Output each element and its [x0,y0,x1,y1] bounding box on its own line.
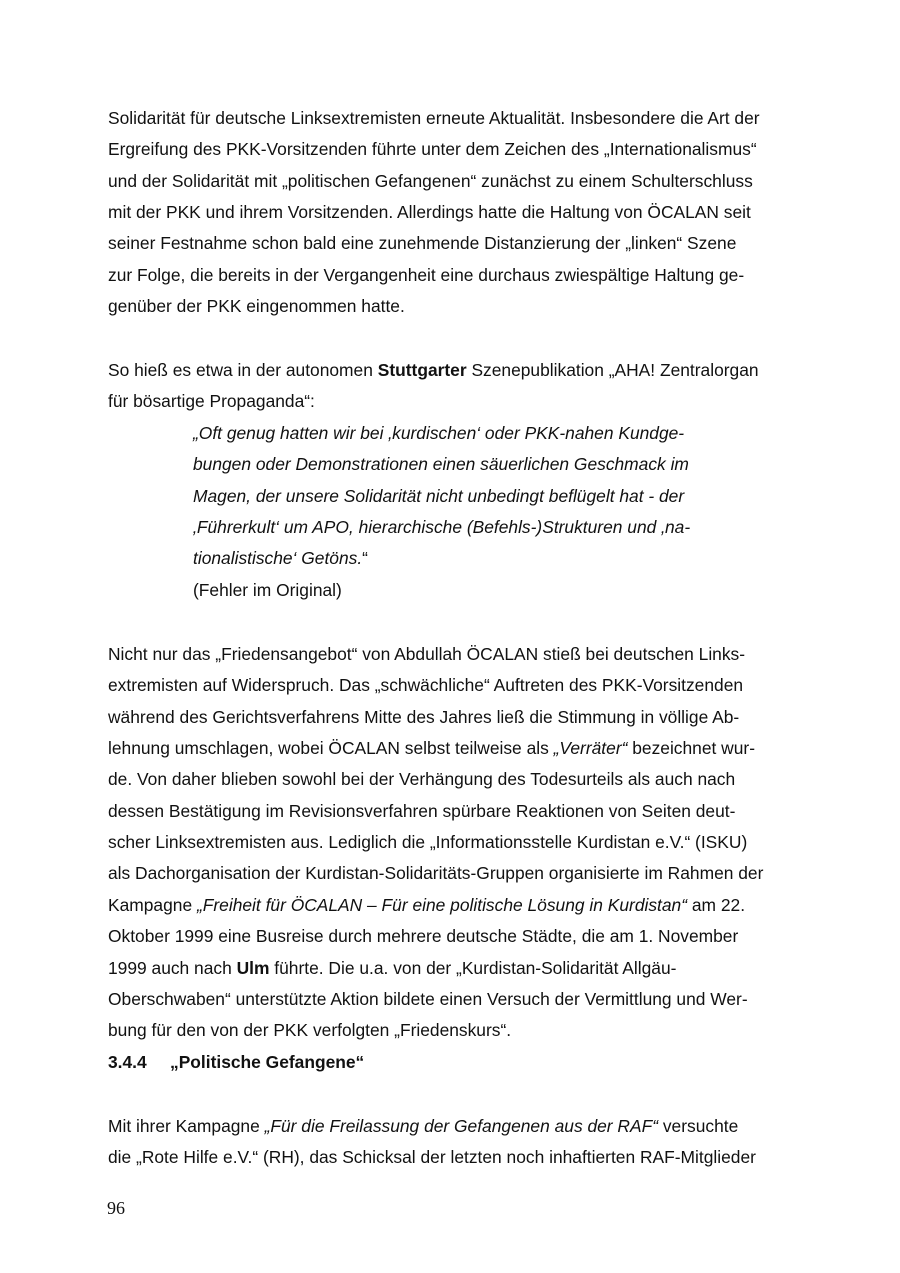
text-line: als Dachorganisation der Kurdistan-Solidaritäts-Gruppen organisierte im Rahmen der [108,863,764,883]
text-line: Oktober 1999 eine Busreise durch mehrere deutsche Städte, die am 1. November [108,926,739,946]
text-run: Szenepublikation „AHA! Zentralorgan [466,360,759,380]
text-line: Oberschwaben“ unterstützte Aktion bildete einen Versuch der Vermittlung und Wer- [108,989,748,1009]
italic-term: „Verräter“ [553,738,628,758]
text-line: für bösartige Propaganda“: [108,391,315,411]
text-line: die „Rote Hilfe e.V.“ (RH), das Schicksal der letzten noch inhaftierten RAF-Mitglieder [108,1147,756,1167]
text-run: tionalistische‘ Getöns. [193,548,363,568]
text-line: mit der PKK und ihrem Vorsitzenden. Allerdings hatte die Haltung von ÖCALAN seit [108,202,751,222]
text-run: 1999 auch nach [108,958,237,978]
text-line: scher Linksextremisten aus. Lediglich die „Informationsstelle Kurdistan e.V.“ (ISKU) [108,832,748,852]
italic-campaign-title: „Freiheit für ÖCALAN – Für eine politische Lösung in Kurdistan“ [196,895,688,915]
section-title: „Politische Gefangene“ [170,1052,365,1072]
text-line: zur Folge, die bereits in der Vergangenheit eine durchaus zwiespältige Haltung ge- [108,265,745,285]
bold-place-name: Ulm [236,958,270,978]
quote-line: „Oft genug hatten wir bei ‚kurdischen‘ oder PKK-nahen Kundge- [193,423,685,443]
text-line: dessen Bestätigung im Revisionsverfahren spürbare Reaktionen von Seiten deut- [108,801,736,821]
text-line: bung für den von der PKK verfolgten „Friedenskurs“. [108,1020,512,1040]
quote-line: ‚Führerkult‘ um APO, hierarchische (Befehls-)Strukturen und ‚na- [193,517,691,537]
section-number: 3.4.4 [108,1052,147,1072]
closing-quote-mark: “ [362,548,368,568]
text-line: de. Von daher blieben sowohl bei der Verhängung des Todesurteils als auch nach [108,769,736,789]
text-run: Kampagne [108,895,197,915]
bold-place-name: Stuttgarter [377,360,467,380]
quote-line: Magen, der unsere Solidarität nicht unbedingt beflügelt hat - der [193,486,685,506]
text-line: Ergreifung des PKK-Vorsitzenden führte unter dem Zeichen des „Internationalismus“ [108,139,757,159]
text-run: versuchte [658,1116,739,1136]
text-line: Solidarität für deutsche Linksextremisten erneute Aktualität. Insbesondere die Art der [108,108,760,128]
text-line [108,738,755,758]
quote-line: bungen oder Demonstrationen einen säuerlichen Geschmack im [193,454,689,474]
page-number: 96 [107,1198,125,1218]
text-run: am 22. [687,895,746,915]
text-run: führte. Die u.a. von der „Kurdistan-Solidarität Allgäu- [269,958,677,978]
text-line: extremisten auf Widerspruch. Das „schwächliche“ Auftreten des PKK-Vorsitzenden [108,675,744,695]
text-run: So hieß es etwa in der autonomen [108,360,378,380]
text-line: seiner Festnahme schon bald eine zunehmende Distanzierung der „linken“ Szene [108,233,737,253]
text-run: lehnung umschlagen, wobei ÖCALAN selbst teilweise als [108,738,554,758]
italic-campaign-title: „Für die Freilassung der Gefangenen aus der RAF“ [264,1116,659,1136]
text-line [108,895,745,915]
text-line [108,1116,738,1136]
text-line: genüber der PKK eingenommen hatte. [108,296,405,316]
text-line [108,360,759,380]
text-run: bezeichnet wur- [627,738,755,758]
text-line: und der Solidarität mit „politischen Gefangenen“ zunächst zu einem Schulterschluss [108,171,753,191]
quote-line [193,548,368,568]
section-heading [108,1052,364,1072]
text-run: Mit ihrer Kampagne [108,1116,265,1136]
text-line: Nicht nur das „Friedensangebot“ von Abdullah ÖCALAN stieß bei deutschen Links- [108,644,746,664]
quote-note: (Fehler im Original) [193,580,342,600]
text-line: während des Gerichtsverfahrens Mitte des Jahres ließ die Stimmung in völlige Ab- [108,707,740,727]
text-line [108,958,676,978]
